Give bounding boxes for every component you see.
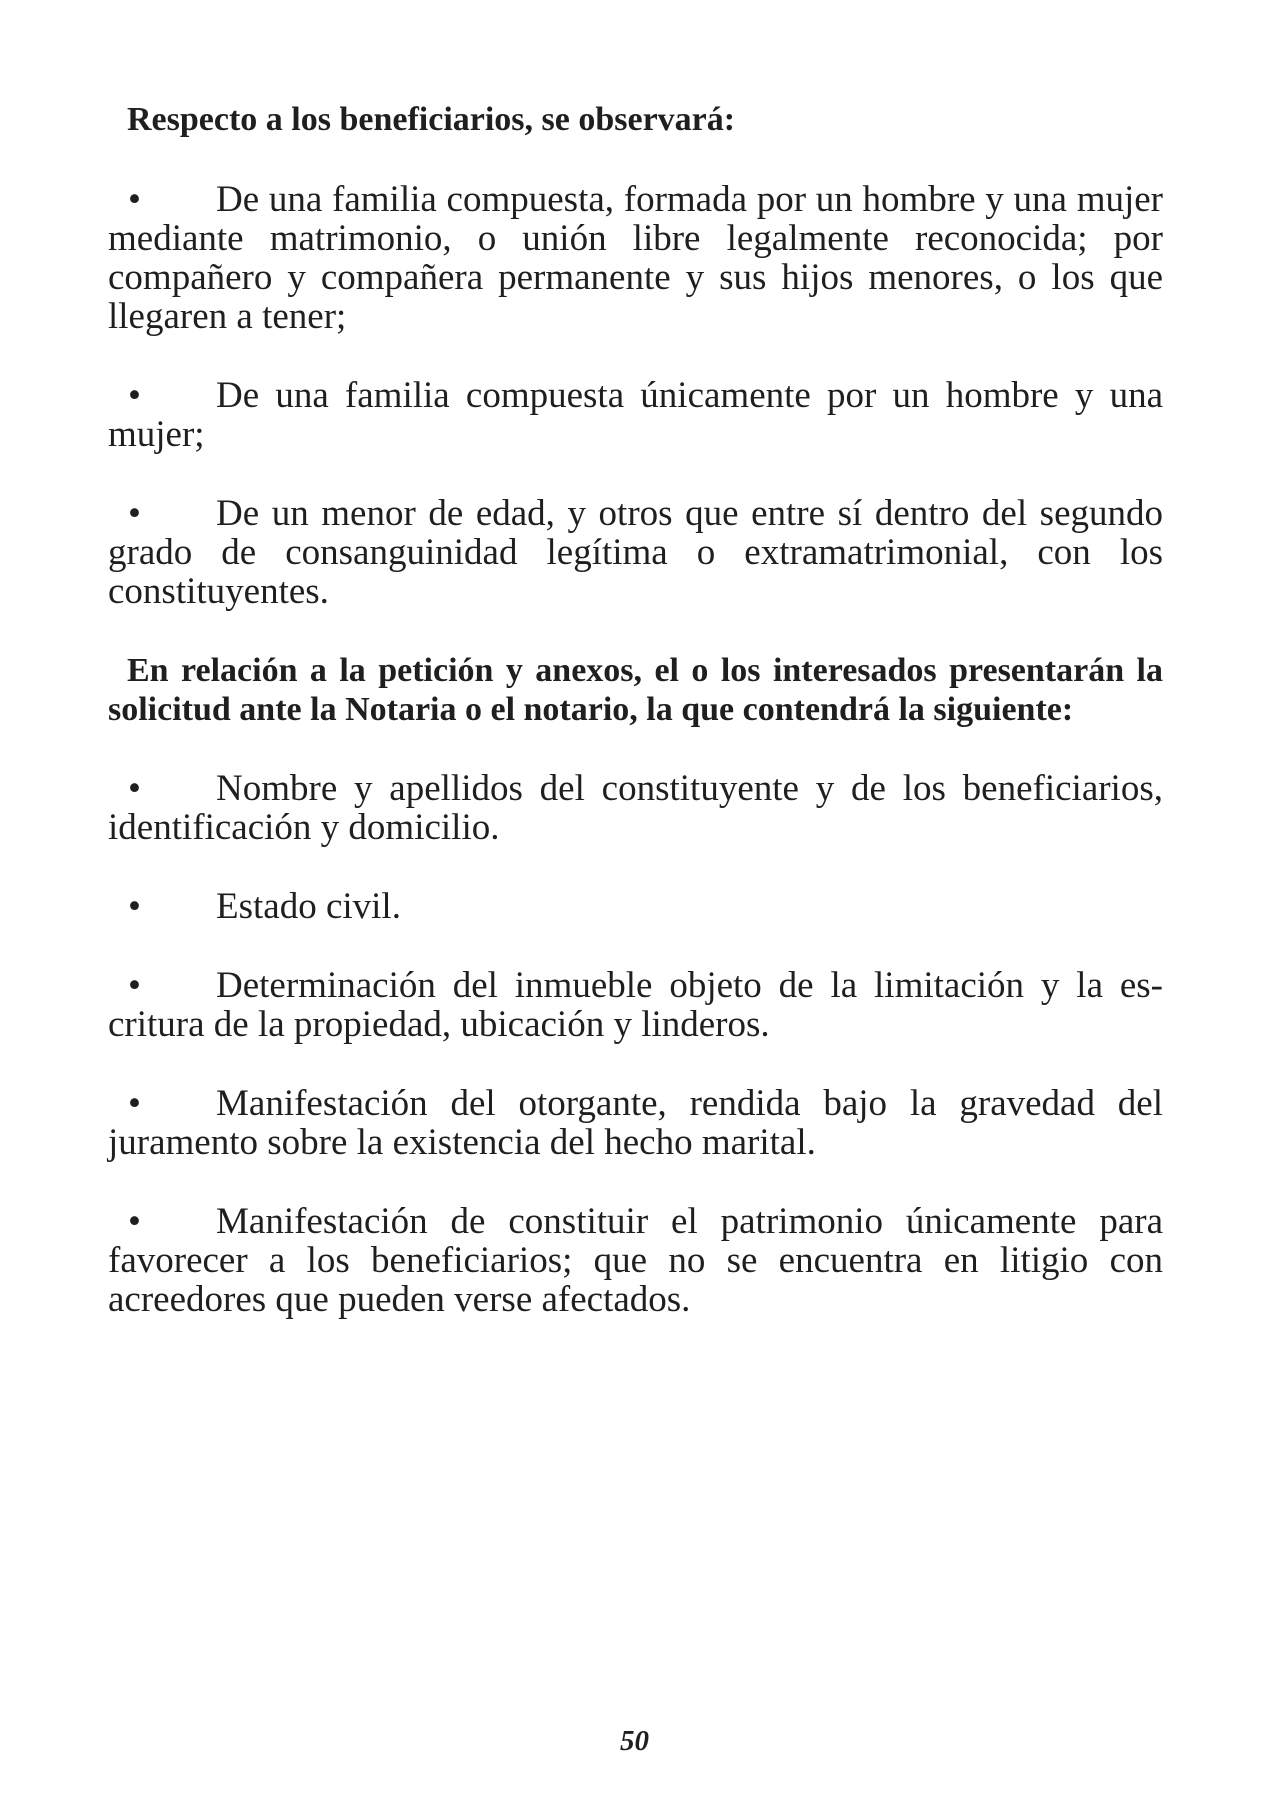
list-item-text: De una familia compuesta, formada por un hombre y una mujer mediante matrimonio, o unión libre legalmente reconocida; por compañero y compañera permanente y sus hijos menores, o los que llegaren a tener; [108, 179, 1163, 337]
list-item-text: Manifestación de constituir el patrimonio únicamente para favorecer a los beneficiarios; que no se encuentra en litigio con acreedores que pueden verse afectados. [108, 1201, 1163, 1320]
page-content [108, 100, 1163, 1319]
bullet-icon: • [128, 375, 141, 416]
bullet-icon: • [128, 1083, 141, 1124]
bullet-icon: • [128, 179, 141, 220]
bullet-icon: • [128, 768, 141, 809]
list-item-text: Determinación del inmueble objeto de la limitación y la escritura de la propiedad, ubicación y linderos. [108, 965, 1163, 1045]
bullet-icon: • [128, 886, 141, 927]
list-item [108, 769, 1163, 847]
list-item [108, 376, 1163, 454]
bullet-icon: • [128, 965, 141, 1006]
list-item [108, 1084, 1163, 1162]
list-item-text: De una familia compuesta únicamente por un hombre y una mujer; [108, 375, 1163, 455]
bullet-icon: • [128, 1201, 141, 1242]
list-item-text: Estado civil. [216, 886, 401, 927]
list-item [108, 180, 1163, 336]
page-number: 50 [620, 1725, 649, 1757]
section-heading-beneficiarios: Respecto a los beneficiarios, se observará: [127, 101, 736, 138]
list-item-text: Nombre y apellidos del constituyente y de los beneficiarios, identificación y domicilio. [108, 768, 1163, 848]
list-item [108, 494, 1163, 611]
section-heading-peticion: En relación a la petición y anexos, el o los interesados presentarán la solicitud ante la Notaria o el notario, la que contendrá la siguiente: [108, 652, 1163, 728]
list-item [108, 887, 1163, 926]
bullet-icon: • [128, 493, 141, 534]
list-item-text: Manifestación del otorgante, rendida bajo la gravedad del juramento sobre la existencia del hecho marital. [108, 1083, 1163, 1163]
list-item [108, 1202, 1163, 1319]
list-item [108, 966, 1163, 1044]
list-item-text: De un menor de edad, y otros que entre sí dentro del segundo grado de consanguinidad legítima o extramatrimonial, con los constituyentes. [108, 493, 1163, 612]
